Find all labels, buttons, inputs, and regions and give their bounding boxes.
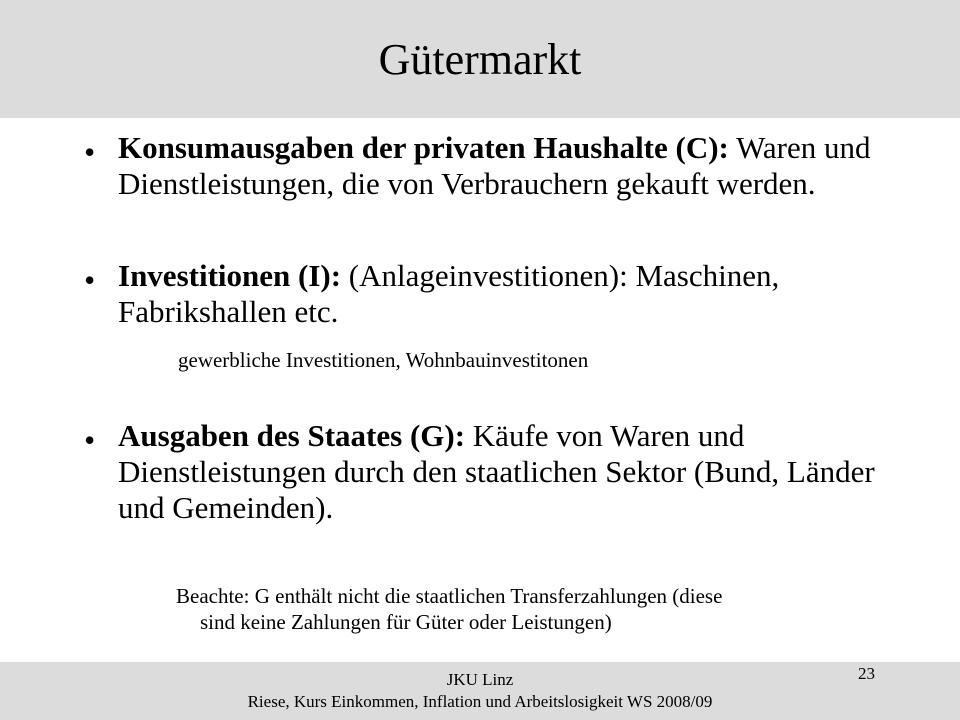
footer-institution: JKU Linz <box>446 670 514 689</box>
bullet-label: Konsumausgaben der privaten Haushalte (C): <box>118 130 729 165</box>
bullet-government <box>118 418 898 526</box>
footer-course: Riese, Kurs Einkommen, Inflation und Arbeitslosigkeit WS 2008/09 <box>247 692 713 711</box>
bullet-text: Käufe von Waren und Dienstleistungen durch den staatlichen Sektor (Bund, Länder und Gemeinden). <box>118 418 875 525</box>
bullet-text: Waren und Dienstleistungen, die von Verbrauchern gekauft werden. <box>118 130 871 201</box>
bullet-marker: • <box>84 422 96 458</box>
sub-bullet-investment: gewerbliche Investitionen, Wohnbauinvestitonen <box>178 348 589 372</box>
slide-title: Gütermarkt <box>378 35 582 84</box>
bullet-consumption <box>118 130 898 202</box>
bullet-text: (Anlageinvestitionen): Maschinen, Fabrikshallen etc. <box>118 258 780 329</box>
page-number: 23 <box>858 664 875 683</box>
bullet-label: Ausgaben des Staates (G): <box>118 418 466 453</box>
bullet-marker: • <box>84 134 96 170</box>
sub-bullet-note-line2: sind keine Zahlungen für Güter oder Leistungen) <box>200 610 612 634</box>
bullet-investment <box>118 258 898 330</box>
bullet-label: Investitionen (I): <box>118 258 342 293</box>
sub-bullet-note-line1: Beachte: G enthält nicht die staatlichen Transferzahlungen (diese <box>176 584 723 608</box>
bullet-marker: • <box>84 262 96 298</box>
